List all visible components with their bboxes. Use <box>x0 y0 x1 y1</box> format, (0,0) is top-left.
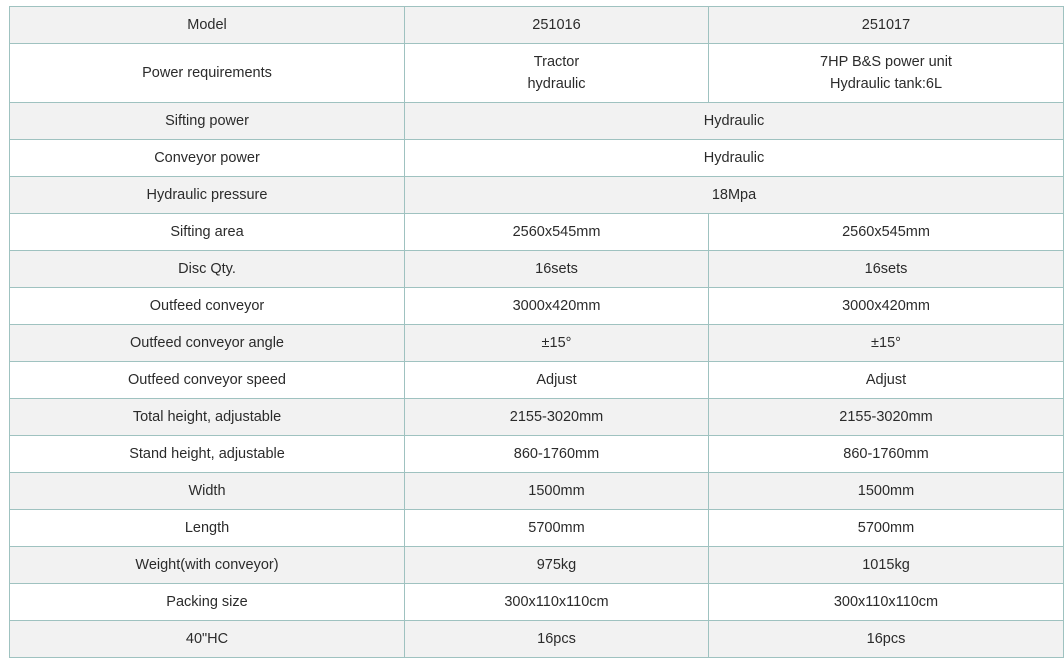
value-cell: Adjust <box>709 362 1064 399</box>
row-label: Width <box>10 473 405 510</box>
value-cell: 16pcs <box>709 621 1064 658</box>
power-req-line: Hydraulic tank:6L <box>829 76 943 92</box>
row-label: 40"HC <box>10 621 405 658</box>
table-row-width <box>10 473 1064 510</box>
row-label: Hydraulic pressure <box>10 177 405 214</box>
row-label: Outfeed conveyor speed <box>10 362 405 399</box>
value-cell: ±15° <box>405 325 709 362</box>
table-row-conveyor-power <box>10 140 1064 177</box>
model-251017-cell: 251017 <box>709 7 1064 44</box>
value-cell: 300x110x110cm <box>405 584 709 621</box>
value-cell: 16pcs <box>405 621 709 658</box>
table-row-outfeed-conveyor <box>10 288 1064 325</box>
row-label: Conveyor power <box>10 140 405 177</box>
value-cell: 3000x420mm <box>405 288 709 325</box>
value-cell: 860-1760mm <box>405 436 709 473</box>
value-cell: 1500mm <box>709 473 1064 510</box>
row-label: Total height, adjustable <box>10 399 405 436</box>
value-cell: 5700mm <box>709 510 1064 547</box>
row-label: Model <box>10 7 405 44</box>
model-251016-cell: 251016 <box>405 7 709 44</box>
value-cell: 2155-3020mm <box>405 399 709 436</box>
value-cell: 2560x545mm <box>709 214 1064 251</box>
row-label: Outfeed conveyor <box>10 288 405 325</box>
value-cell: 5700mm <box>405 510 709 547</box>
power-req-line: 7HP B&S power unit <box>820 54 952 70</box>
row-label: Disc Qty. <box>10 251 405 288</box>
table-row-length <box>10 510 1064 547</box>
table-row-power-requirements <box>10 44 1064 103</box>
row-label: Length <box>10 510 405 547</box>
row-label: Power requirements <box>10 44 405 103</box>
merged-value-cell: Hydraulic <box>405 103 1064 140</box>
value-cell: 2560x545mm <box>405 214 709 251</box>
table-row-outfeed-conveyor-speed <box>10 362 1064 399</box>
row-label: Stand height, adjustable <box>10 436 405 473</box>
power-req-251017-cell <box>709 44 1064 103</box>
merged-value-cell: Hydraulic <box>405 140 1064 177</box>
table-row-40hc <box>10 621 1064 658</box>
table-row-outfeed-conveyor-angle <box>10 325 1064 362</box>
row-label: Outfeed conveyor angle <box>10 325 405 362</box>
power-req-line: Tractor <box>533 54 580 70</box>
value-cell: 1015kg <box>709 547 1064 584</box>
value-cell: 16sets <box>709 251 1064 288</box>
table-row-total-height <box>10 399 1064 436</box>
value-cell: 860-1760mm <box>709 436 1064 473</box>
row-label: Sifting power <box>10 103 405 140</box>
value-cell: Adjust <box>405 362 709 399</box>
table-row-disc-qty <box>10 251 1064 288</box>
power-req-251016-cell <box>405 44 709 103</box>
table-row-packing-size <box>10 584 1064 621</box>
value-cell: 2155-3020mm <box>709 399 1064 436</box>
value-cell: 3000x420mm <box>709 288 1064 325</box>
table-row-model <box>10 7 1064 44</box>
value-cell: 1500mm <box>405 473 709 510</box>
table-row-hydraulic-pressure <box>10 177 1064 214</box>
row-label: Weight(with conveyor) <box>10 547 405 584</box>
row-label: Packing size <box>10 584 405 621</box>
value-cell: 975kg <box>405 547 709 584</box>
table-row-sifting-power <box>10 103 1064 140</box>
table-row-weight <box>10 547 1064 584</box>
row-label: Sifting area <box>10 214 405 251</box>
table-row-stand-height <box>10 436 1064 473</box>
value-cell: ±15° <box>709 325 1064 362</box>
table-row-sifting-area <box>10 214 1064 251</box>
value-cell: 16sets <box>405 251 709 288</box>
spec-table <box>9 6 1064 658</box>
power-req-line: hydraulic <box>527 76 586 92</box>
merged-value-cell: 18Mpa <box>405 177 1064 214</box>
value-cell: 300x110x110cm <box>709 584 1064 621</box>
